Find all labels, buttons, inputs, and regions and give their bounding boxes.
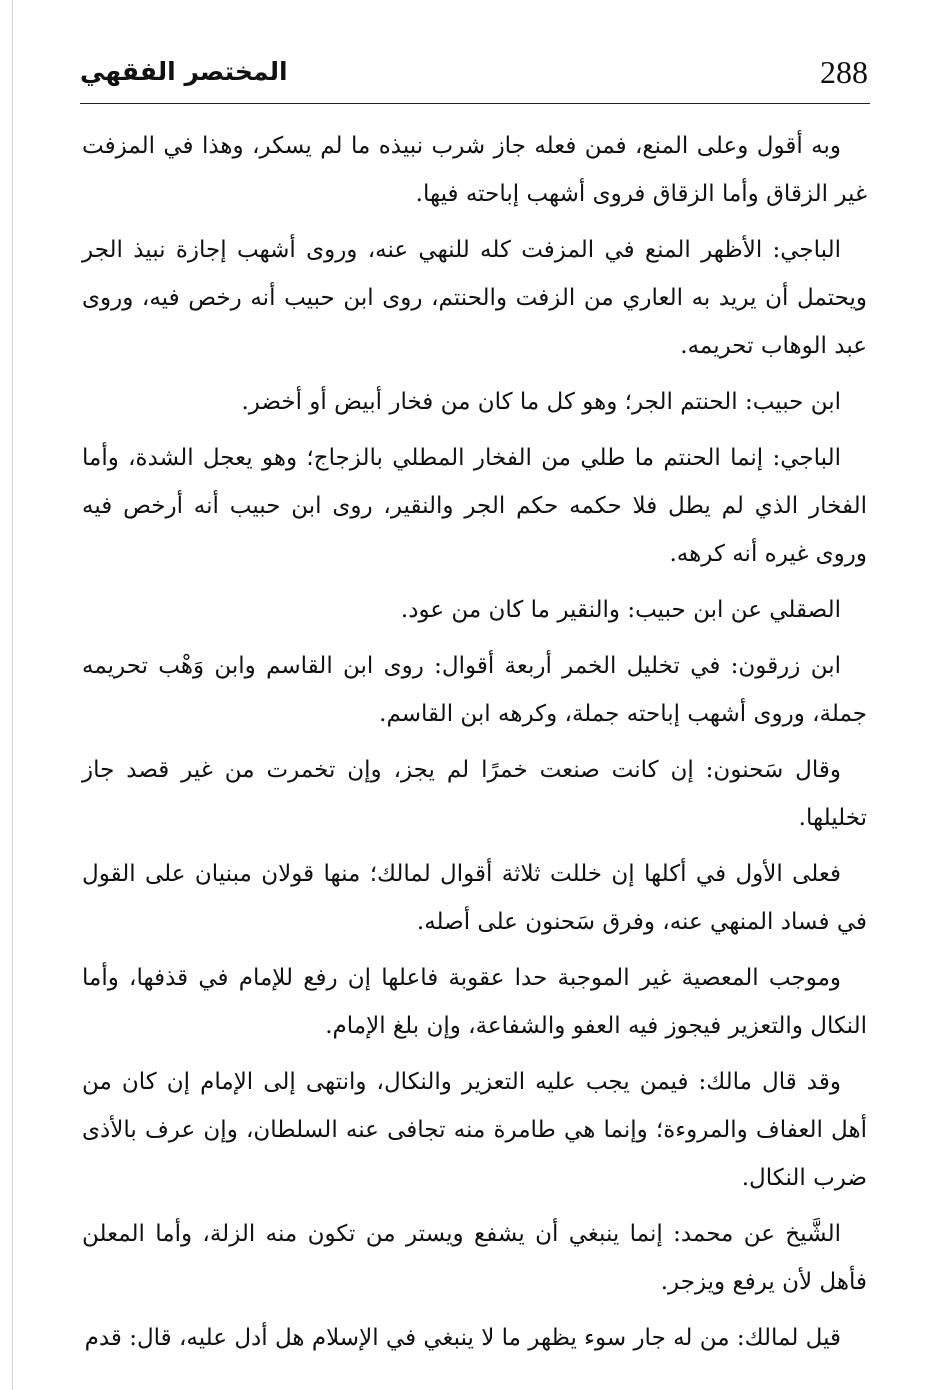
running-title: المختصر الفقهي	[80, 57, 288, 86]
paragraph: الباجي: الأظهر المنع في المزفت كله للنهي عنه، وروى أشهب إجازة نبيذ الجر ويحتمل أن يريد به العاري من الزفت والحنتم، روى ابن حبيب أنه رخص فيه، وروى عبد الوهاب تحريمه.	[82, 237, 867, 359]
header-divider	[80, 103, 870, 104]
page-header	[80, 52, 870, 98]
paragraph: وبه أقول وعلى المنع، فمن فعله جاز شرب نبيذه ما لم يسكر، وهذا في المزفت غير الزقاق وأما الزقاق فروى أشهب إباحته فيها.	[82, 133, 867, 207]
paragraph: قيل لمالك: من له جار سوء يظهر ما لا ينبغي في الإسلام هل أدل عليه، قال: قدم	[84, 1325, 841, 1351]
paragraph: ابن حبيب: الحنتم الجر؛ وهو كل ما كان من فخار أبيض أو أخضر.	[241, 389, 841, 415]
paragraph: وموجب المعصية غير الموجبة حدا عقوبة فاعلها إن رفع للإمام في قذفها، وأما النكال والتعزير فيجوز فيه العفو والشفاعة، وإن بلغ الإمام.	[82, 965, 867, 1039]
paragraph: الباجي: إنما الحنتم ما طلي من الفخار المطلي بالزجاج؛ وهو يعجل الشدة، وأما الفخار الذي لم يطل فلا حكمه حكم الجر والنقير، روى ابن حبيب أنه أرخص فيه وروى غيره أنه كرهه.	[82, 445, 867, 567]
paragraph: الشَّيخ عن محمد: إنما ينبغي أن يشفع ويستر من تكون منه الزلة، وأما المعلن فأهل لأن يرفع ويزجر.	[82, 1221, 867, 1295]
page-number: 288	[820, 54, 868, 90]
paragraph: وقد قال مالك: فيمن يجب عليه التعزير والنكال، وانتهى إلى الإمام إن كان من أهل العفاف والمروءة؛ وإنما هي طامرة منه تجافى عنه السلطان، وإن عرف بالأذى ضرب النكال.	[82, 1069, 867, 1191]
paragraph: الصقلي عن ابن حبيب: والنقير ما كان من عود.	[400, 597, 841, 623]
scan-edge-line	[12, 0, 13, 1390]
page-body	[82, 122, 867, 1370]
paragraph: وقال سَحنون: إن كانت صنعت خمرًا لم يجز، وإن تخمرت من غير قصد جاز تخليلها.	[82, 757, 867, 831]
paragraph: ابن زرقون: في تخليل الخمر أربعة أقوال: روى ابن القاسم وابن وَهْب تحريمه جملة، وروى أشهب إباحته جملة، وكرهه ابن القاسم.	[82, 653, 867, 727]
paragraph: فعلى الأول في أكلها إن خللت ثلاثة أقوال لمالك؛ منها قولان مبنيان على القول في فساد المنهي عنه، وفرق سَحنون على أصله.	[82, 861, 867, 935]
